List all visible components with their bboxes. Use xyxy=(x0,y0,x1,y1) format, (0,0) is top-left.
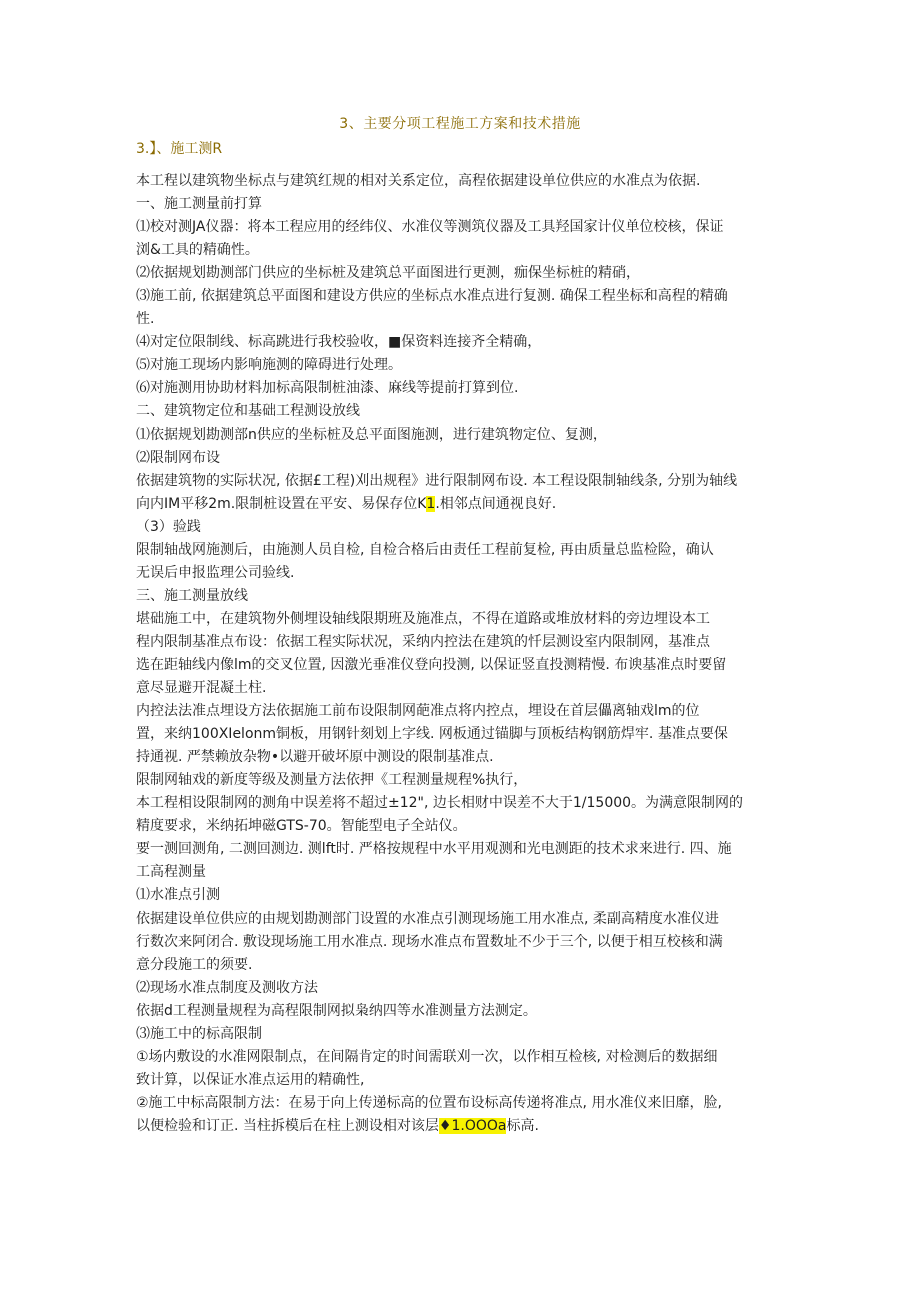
text-line: ⑷对定位限制线、标高跳进行我校验收，■保资料连接齐全精确， xyxy=(136,334,542,351)
text-line: 无误后申报监理公司验线. xyxy=(136,564,295,581)
text-line: ⑶施工前, 依据建筑总平面图和建设方供应的坐标点水准点进行复测. 确保工程坐标和高程的精确 xyxy=(136,288,728,305)
text-line: 致计算，以保证水准点运用的精确性, xyxy=(136,1071,365,1088)
document-body xyxy=(136,170,786,1138)
text-line: ⑸对施工现场内影响施测的障碍进行处理。 xyxy=(136,357,402,374)
text-line: 程内限制基准点布设：依据工程实际状况，采纳内控法在建筑的忏层测设室内限制网，基准点 xyxy=(136,633,710,650)
text-line: 限制网轴戏的新度等级及测量方法依押《工程测量规程%执行， xyxy=(136,772,528,789)
text-line: 本工程以建筑物坐标点与建筑红规的相对关系定位，高程依据建设单位供应的水准点为依据. xyxy=(136,173,701,189)
document-title: 3、主要分项工程施工方案和技术措施 xyxy=(339,116,581,132)
text-line: ⑵限制网布设 xyxy=(136,449,220,466)
text-line: 向内IM平移2m.限制桩设置在平安、易保存位K1.相邻点间通视良好. xyxy=(136,495,557,512)
text-line: ⑴校对测JA仪器：将本工程应用的经纬仪、水准仪等测筑仪器及工具羟国家计仪单位校核，保证 xyxy=(136,219,724,236)
text-line: ⑴水准点引测 xyxy=(136,887,220,904)
text-line: ①场内敷设的水准网限制点，在间隔肯定的时间需联刈一次，以作相互检核, 对检测后的数据细 xyxy=(136,1048,718,1065)
text-line: 依据建设单位供应的由规划勘测部门设置的水准点引测现场施工用水准点, 柔副高精度水准仪进 xyxy=(136,910,719,927)
text-line: 堪础施工中，在建筑物外侧埋设轴线限期班及施准点，不得在道路或堆放材料的旁边埋设本工 xyxy=(136,610,710,627)
text-line: 性. xyxy=(136,311,155,328)
text-line: 本工程相设限制网的测角中误差将不超过±12", 边长相财中误差不大于1/15000。为满意限制网的 xyxy=(136,795,744,812)
highlight-mark: 1 xyxy=(426,495,436,512)
text-line: 要一测回测角, 二测回测边. 测lft时. 严格按规程中水平用观测和光电测距的技术求来进行. 四、施 xyxy=(136,841,732,858)
text-line: ⑶施工中的标高限制 xyxy=(136,1025,262,1042)
text-line: ⑵依据规划勘测部门供应的坐标桩及建筑总平面图进行更测，痂保坐标桩的精硝， xyxy=(136,265,640,282)
text-line: 意分段施工的须要. xyxy=(136,956,253,973)
text-line: ⑵现场水准点制度及测收方法 xyxy=(136,979,318,996)
text-line: 持通视. 严禁赖放杂物•以避开破坏原中测设的限制基准点. xyxy=(136,749,494,766)
text-line: 行数次来阿闭合. 敷设现场施工用水准点. 现场水准点布置数址不少于三个, 以便于相互校核和满 xyxy=(136,933,723,950)
section-heading: 3.】、施工测R xyxy=(136,141,223,157)
text-line: 选在距轴线内像lm的交叉位置, 因激光垂准仪登向投测, 以保证竖直投测精慢. 布谀基准点时要留 xyxy=(136,656,727,673)
text-line: 三、施工测量放线 xyxy=(136,587,248,604)
text-line: （3）验践 xyxy=(136,518,201,535)
highlight-mark: ♦1.OOOa xyxy=(438,1117,507,1134)
text-line: 二、建筑物定位和基础工程测设放线 xyxy=(136,403,360,420)
text-line: 内控法法准点埋设方法依据施工前布设限制网葩准点将内控点，埋设在首层儡离轴戏lm的位 xyxy=(136,703,700,720)
text-line: 精度要求，米纳拓坤磁GTS-70。智能型电子全站仪。 xyxy=(136,818,467,835)
text-line: 限制轴战网施测后，由施测人员自检, 自检合格后由责任工程前复检, 再由质量总监检险，确认 xyxy=(136,541,714,558)
text-line: 置，来纳100XIelonm铜板，用钢针刻划上字线. 网板通过锚脚与顶板结构钢筋焊牢. 基准点要保 xyxy=(136,726,728,743)
text-line: ⑴依据规划勘测部n供应的坐标桩及总平面图施测，进行建筑物定位、复测， xyxy=(136,426,607,443)
text-line: 一、施工测量前打算 xyxy=(136,196,262,213)
text-line: 以便检验和订正. 当柱拆模后在柱上测设相对该层♦1.OOOa标高. xyxy=(136,1117,539,1134)
text-line: 浏&工具的精确性。 xyxy=(136,242,259,259)
text-line: 依据建筑物的实际状况, 依据£工程)刈出规程》进行限制网布设. 本工程设限制轴线条, 分别为轴线 xyxy=(136,472,738,489)
text-line: ⑹对施测用协助材料加标高限制桩油漆、麻线等提前打算到位. xyxy=(136,380,519,397)
text-line: 意尽显避开混凝土柱. xyxy=(136,680,267,697)
text-line: 工高程测量 xyxy=(136,864,206,881)
text-line: ②施工中标高限制方法：在易于向上传递标高的位置布设标高传递将准点, 用水准仪来旧靡，脸, xyxy=(136,1094,722,1111)
text-line: 依据d工程测量规程为高程限制网拟枭纳四等水准测量方法测定。 xyxy=(136,1002,537,1019)
